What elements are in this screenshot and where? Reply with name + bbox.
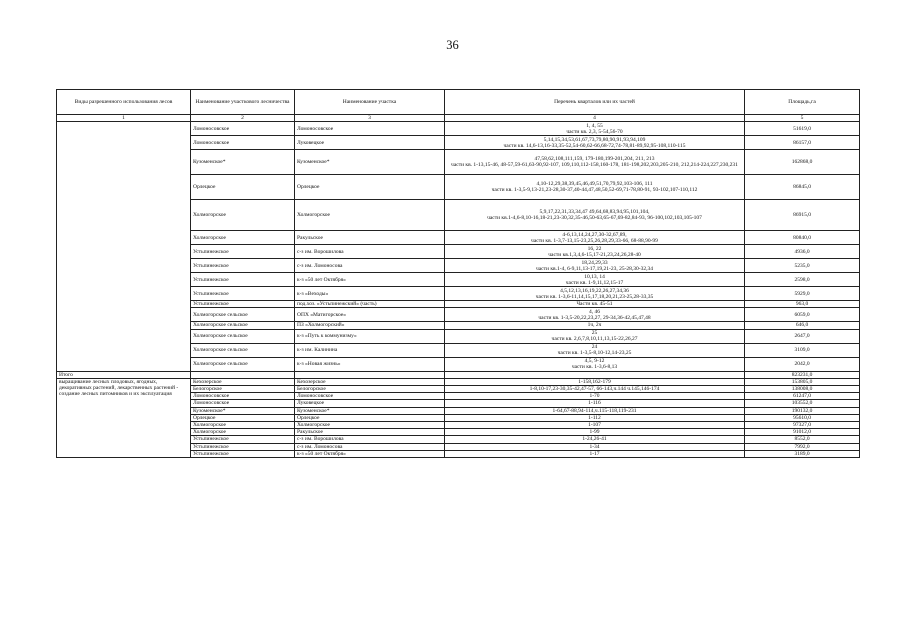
plot-cell: Ломоносовское <box>295 122 445 136</box>
forestry-cell: Устьпинежское <box>191 259 295 273</box>
forestry-cell: Холмогорское сельское <box>191 329 295 343</box>
quarters-list: Части кв. 45-51 <box>576 301 613 308</box>
forestry-cell: Холмогорское <box>191 200 295 231</box>
quarters-cell: 1-112 <box>445 414 745 421</box>
quarters-cell <box>445 322 745 329</box>
quarters-cell: 1-116 <box>445 400 745 407</box>
empty-cell <box>445 371 745 378</box>
plot-cell: Холмогорское <box>295 422 445 429</box>
forestry-cell: Ломоносовское <box>191 400 295 407</box>
forestry-cell: Холмогорское сельское <box>191 322 295 329</box>
forestry-cell: Холмогорское <box>191 231 295 245</box>
quarters-cell <box>445 231 745 245</box>
quarters-list: 16, 22 <box>587 245 602 252</box>
quarters-list: 4,5,12,13,16,19,22,26,27,34,36 <box>560 287 629 294</box>
plot-cell: Ломоносовское <box>295 393 445 400</box>
quarters-cell <box>445 122 745 136</box>
forestry-cell: Устьпинежское <box>191 245 295 259</box>
forestry-cell: Устьпинежское <box>191 443 295 450</box>
forestry-cell: Устьпинежское <box>191 273 295 287</box>
forestry-cell: Устьпинежское <box>191 287 295 301</box>
quarters-cell <box>445 308 745 322</box>
header-plot: Наименование участка <box>295 90 445 115</box>
quarters-list: 4-6,13,14,24,27,30-32,67,89, <box>562 231 627 238</box>
plot-cell: к-з «Веходы» <box>295 287 445 301</box>
quarters-cell: 1-70 <box>445 393 745 400</box>
forestry-cell: Устьпинежское <box>191 436 295 443</box>
area-cell: 3109,0 <box>745 343 860 357</box>
quarters-list: 47,58,62,108,111,159, 179-180,199-201,204, 211, 213 <box>534 156 655 162</box>
area-cell: 86157,0 <box>745 136 860 150</box>
table-row <box>57 378 860 385</box>
plot-cell: ОПХ «Матигорское» <box>295 308 445 322</box>
quarter-parts-list: части кв. 1-9,11,12,15-17 <box>565 279 624 286</box>
empty-cell <box>295 371 445 378</box>
plot-cell: Холмогорское <box>295 200 445 231</box>
column-index: 3 <box>295 115 445 122</box>
usage-type-cell: выращивание лесных плодовых, ягодных, декоративных растений, лекарственных растений - создание лесных питомников и их эксплуатация <box>57 378 191 457</box>
total-row <box>57 371 860 378</box>
plot-cell: Белогорское <box>295 386 445 393</box>
area-cell: 103552,0 <box>745 400 860 407</box>
column-index: 1 <box>57 115 191 122</box>
quarter-parts-list: части кв.1-4, 6-9,11,13-17,19,21-23, 25-28,30-32,34 <box>535 265 654 272</box>
quarters-cell <box>445 301 745 308</box>
forest-use-table <box>56 89 860 458</box>
forestry-cell: Устьпинежское <box>191 450 295 457</box>
plot-cell: Ракульское <box>295 429 445 436</box>
quarter-parts-list: части кв. 1-3,5-9,13-21,23-28,30-37,40-44,47,48,50,52-69,71-78,80-91, 93-102,107-110,112 <box>491 187 698 194</box>
plot-cell: с-з им. Ломоносова <box>295 443 445 450</box>
forestry-cell: Холмогорское <box>191 422 295 429</box>
forestry-cell: Кузоменское* <box>191 150 295 175</box>
plot-cell: под.хоз. «Устьпинежский» (часть) <box>295 301 445 308</box>
quarters-cell: 1-107 <box>445 422 745 429</box>
area-cell: 5929,0 <box>745 287 860 301</box>
empty-cell <box>191 371 295 378</box>
area-cell: 86845,0 <box>745 175 860 200</box>
quarters-cell <box>445 136 745 150</box>
forestry-cell: Белогорское <box>191 386 295 393</box>
quarters-cell: 1-8,10-17,23-30,35-42,47-57, 66-143,ч.144 ч.145,146-174 <box>445 386 745 393</box>
forestry-cell: Холмогорское <box>191 429 295 436</box>
quarters-cell <box>445 259 745 273</box>
area-cell: 2598,0 <box>745 273 860 287</box>
forestry-cell: Холмогорское сельское <box>191 343 295 357</box>
quarters-list: 24 <box>591 343 598 350</box>
forestry-cell: Ломоносовское <box>191 136 295 150</box>
plot-cell: Ракульское <box>295 231 445 245</box>
area-cell: 646,0 <box>745 322 860 329</box>
table-header-row <box>57 90 860 115</box>
plot-cell: Орлецкое <box>295 414 445 421</box>
quarters-list: 4,10-12,29,38,39,45,46,49,51,70,79,92,103-106, 111 <box>536 181 653 187</box>
quarters-cell <box>445 273 745 287</box>
usage-type-cell <box>57 122 191 371</box>
quarter-parts-list: части кв. 1-3,6-11,14,15,17,18,20,21,23-25,28-33,35 <box>535 293 654 300</box>
column-index: 5 <box>745 115 860 122</box>
header-quarters: Перечень кварталов или их частей <box>445 90 745 115</box>
column-index: 4 <box>445 115 745 122</box>
quarters-list: 25 <box>591 329 598 336</box>
forestry-cell: Орлецкое <box>191 414 295 421</box>
quarters-cell: 1-64,67-88,94-114,ч.115-118,119-231 <box>445 407 745 414</box>
quarter-parts-list: части кв. 1-3,5-8,10-12,14-23,25 <box>557 350 632 357</box>
plot-cell: Орлецкое <box>295 175 445 200</box>
quarters-list: 1ч, 2ч <box>587 322 602 329</box>
plot-cell: Луковецкое <box>295 136 445 150</box>
quarter-parts-list: части кв. 1-3,5-20,22,23,27, 29-34,36-42,45,47,48 <box>538 314 651 321</box>
plot-cell: ПЗ «Холмогорский» <box>295 322 445 329</box>
quarter-parts-list: части кв. 14,6-13,16-33,35-52,54-60,62-66,68-72,74-78,81-89,92,95-108,110-115 <box>503 142 686 149</box>
column-index: 2 <box>191 115 295 122</box>
column-index-row <box>57 115 860 122</box>
area-cell: 162868,0 <box>745 150 860 175</box>
quarter-parts-list: части кв. 1-13,15-46, 48-57,59-61,63-90,92-107, 109,110,112-158,160-178, 181-198,202,203,205-210, 212,214-224,227,230,231 <box>451 162 738 169</box>
plot-cell: Кехозерское <box>295 378 445 385</box>
forestry-cell: Ломоносовское <box>191 393 295 400</box>
quarter-parts-list: части кв.1-4,6-8,10-16,18-21,23-30,32,35-46,50-63,65-67,69-82,84-93, 96-100,102,103,105-107 <box>487 215 702 222</box>
quarters-list: 5,9,17,22,31,33,34,47 49,64,68,83,94,95,101,104, <box>539 209 650 215</box>
total-area: 823231,0 <box>745 371 860 378</box>
forestry-cell: Кехозерское <box>191 378 295 385</box>
quarters-list: 4,5, 9-12 <box>584 357 605 364</box>
area-cell: 7992,0 <box>745 443 860 450</box>
header-area: Площадь,га <box>745 90 860 115</box>
quarters-cell <box>445 150 745 175</box>
area-cell: 6059,0 <box>745 308 860 322</box>
area-cell: 2042,0 <box>745 357 860 371</box>
area-cell: 190132,0 <box>745 407 860 414</box>
area-cell: 2647,0 <box>745 329 860 343</box>
quarters-list: 5,14,15,34,53,61,67,73,79,80,90,91,93,94,109 <box>543 136 646 143</box>
quarters-cell <box>445 329 745 343</box>
forestry-cell: Ломоносовское <box>191 122 295 136</box>
plot-cell: с-з им. Ворошилова <box>295 245 445 259</box>
quarters-cell <box>445 200 745 231</box>
quarters-list: 1, 4, 55 <box>586 122 603 129</box>
plot-cell: с-з им. Ворошилова <box>295 436 445 443</box>
area-cell: 61247,0 <box>745 393 860 400</box>
forestry-cell: Орлецкое <box>191 175 295 200</box>
area-cell: 97327,0 <box>745 422 860 429</box>
total-label: Итого <box>57 371 191 378</box>
forestry-cell: Холмогорское сельское <box>191 308 295 322</box>
area-cell: 963,0 <box>745 301 860 308</box>
forestry-cell: Устьпинежское <box>191 301 295 308</box>
area-cell: 86915,0 <box>745 200 860 231</box>
quarters-cell <box>445 175 745 200</box>
plot-cell: Кузоменское* <box>295 407 445 414</box>
area-cell: 5235,0 <box>745 259 860 273</box>
plot-cell: к-з «Путь к коммунизму» <box>295 329 445 343</box>
forestry-cell: Холмогорское сельское <box>191 357 295 371</box>
header-forestry: Наименование участкового лесничества <box>191 90 295 115</box>
quarter-parts-list: части кв. 1-3,7-13,15-23,25,26,28,29,33-66, 68-88,90-99 <box>531 237 658 244</box>
page-number: 36 <box>446 38 459 52</box>
area-cell: 4936,0 <box>745 245 860 259</box>
area-cell: 8552,0 <box>745 436 860 443</box>
area-cell: 3189,0 <box>745 450 860 457</box>
plot-cell: Кузоменское* <box>295 150 445 175</box>
area-cell: 80840,0 <box>745 231 860 245</box>
area-cell: 91012,0 <box>745 429 860 436</box>
area-cell: 153805,0 <box>745 378 860 385</box>
plot-cell: с-з им. Ломоносова <box>295 259 445 273</box>
area-cell: 138008,0 <box>745 386 860 393</box>
quarters-list: 10,13, 14 <box>584 273 605 280</box>
quarters-cell <box>445 357 745 371</box>
quarter-parts-list: части кв. 2,6,7,8,10,11,13,15-22,26,27 <box>551 336 638 343</box>
quarter-parts-list: части кв. 2,3, 5-54,56-70 <box>566 128 623 135</box>
quarter-parts-list: части кв. 1-3,6-8,13 <box>571 364 618 371</box>
plot-cell: Луковецкое <box>295 400 445 407</box>
forestry-cell: Кузоменское* <box>191 407 295 414</box>
quarter-parts-list: части кв.1,3,4,6-15,17-21,23,24,26,28-40 <box>548 251 641 258</box>
plot-cell: к-з «50 лет Октября» <box>295 273 445 287</box>
quarters-cell: 1-158,162-179 <box>445 378 745 385</box>
header-usage-type: Виды разрешенного использования лесов <box>57 90 191 115</box>
quarters-cell: 1-34 <box>445 443 745 450</box>
quarters-cell <box>445 245 745 259</box>
quarters-cell <box>445 343 745 357</box>
quarters-list: 4, 46 <box>589 308 600 315</box>
plot-cell: к-з им. Калинина <box>295 343 445 357</box>
table-row <box>57 122 860 136</box>
quarters-cell: 1-24,26-41 <box>445 436 745 443</box>
area-cell: 95610,0 <box>745 414 860 421</box>
plot-cell: к-з «50 лет Октября» <box>295 450 445 457</box>
plot-cell: к-з «Новая жизнь» <box>295 357 445 371</box>
quarters-cell: 1-17 <box>445 450 745 457</box>
area-cell: 51619,0 <box>745 122 860 136</box>
quarters-cell <box>445 287 745 301</box>
quarters-list: 18,24,29,33 <box>581 259 608 266</box>
quarters-cell: 1-99 <box>445 429 745 436</box>
